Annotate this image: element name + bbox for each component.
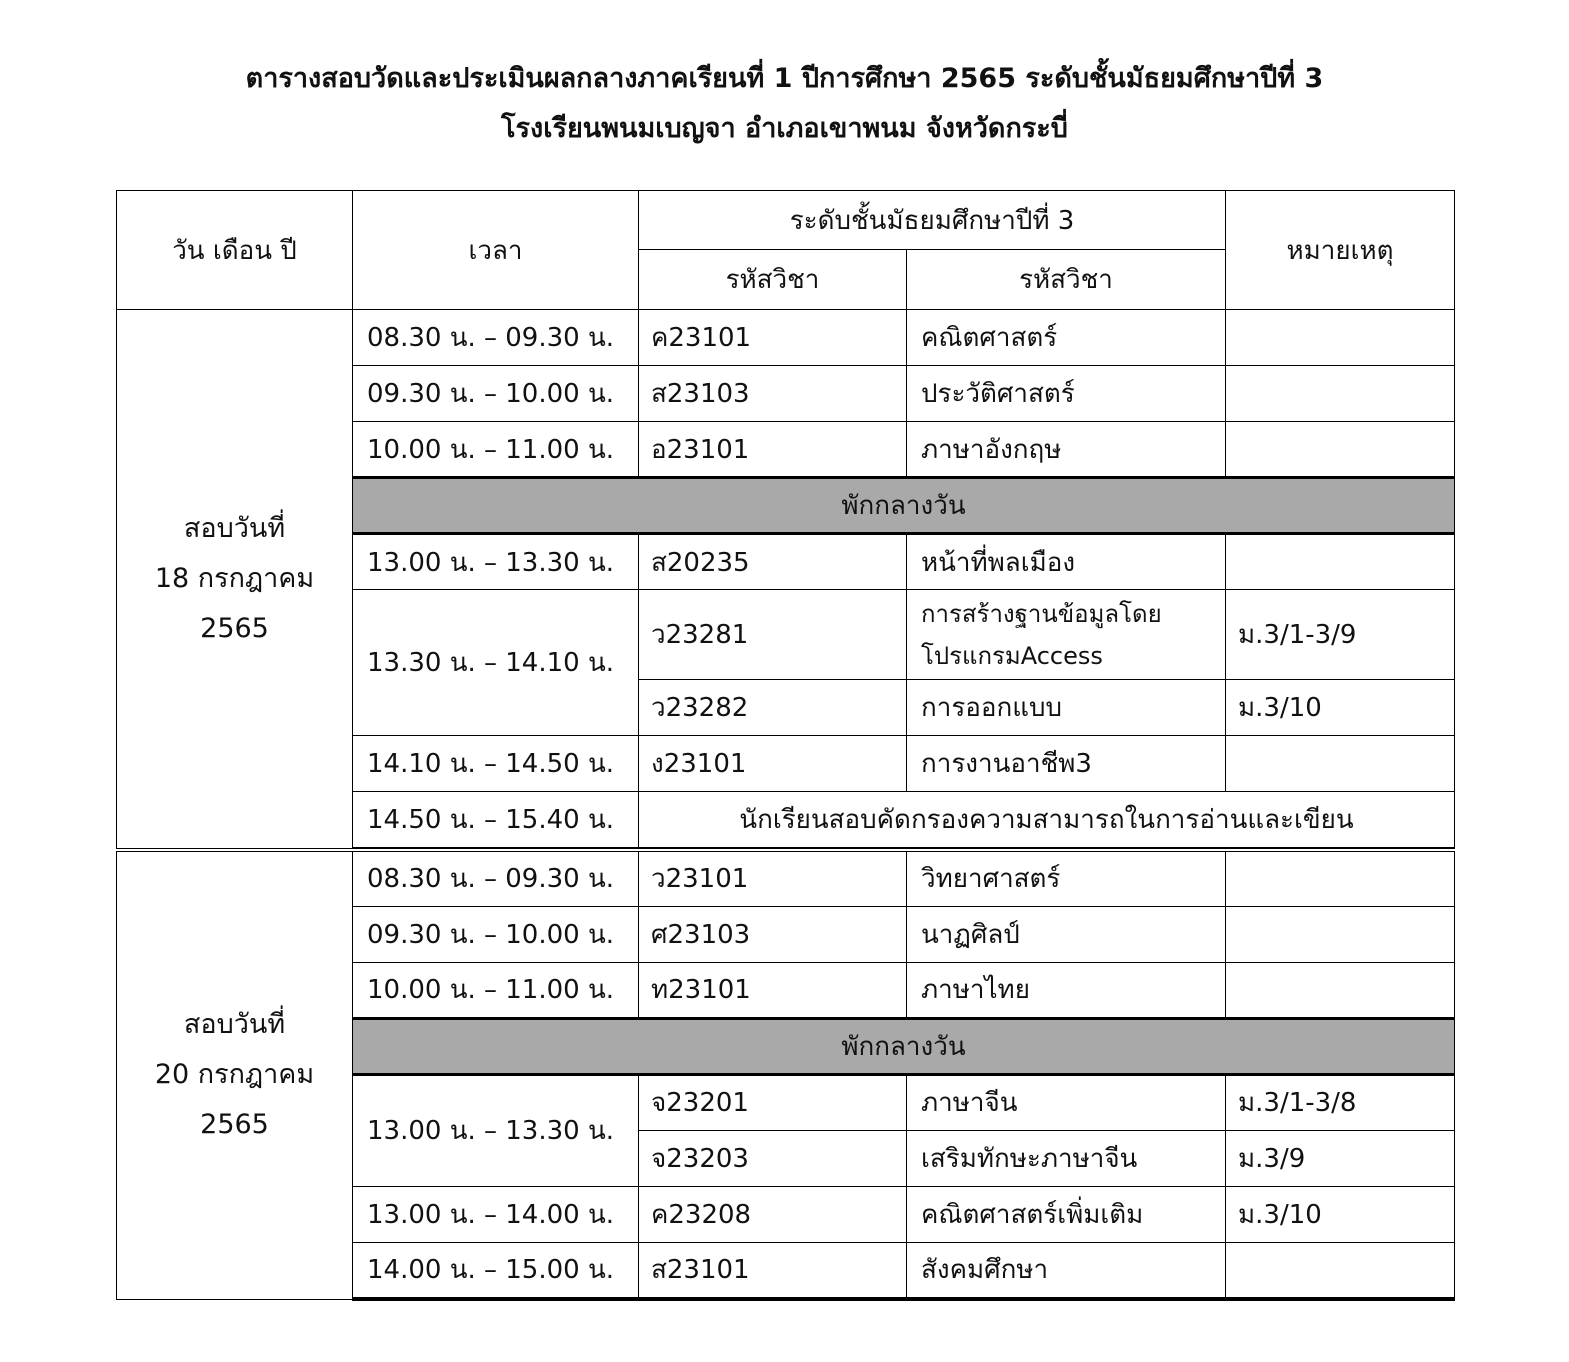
time-cell: 13.00 น. – 13.30 น. — [353, 534, 639, 590]
day1-date: 18 กรกฎาคม — [154, 563, 315, 594]
day1-label: สอบวันที่ — [183, 513, 286, 544]
subject-cell: สังคมศึกษา — [907, 1242, 1226, 1299]
day2-label: สอบวันที่ — [183, 1009, 286, 1041]
code-cell: ส23101 — [639, 1242, 907, 1299]
note-cell — [1226, 962, 1455, 1018]
code-cell: ส23103 — [639, 366, 907, 422]
code-cell: ว23101 — [639, 850, 907, 906]
note-cell — [1226, 906, 1455, 962]
time-cell: 10.00 น. – 11.00 น. — [353, 962, 639, 1018]
time-cell: 14.50 น. – 15.40 น. — [353, 792, 639, 848]
code-cell: ศ23103 — [639, 906, 907, 962]
subject-cell: เสริมทักษะภาษาจีน — [907, 1130, 1226, 1186]
code-cell: ว23282 — [639, 680, 907, 736]
exam-schedule-table — [116, 190, 1455, 1301]
lunch-break-label: พักกลางวัน — [353, 478, 1455, 534]
header-level: ระดับชั้นมัธยมศึกษาปีที่ 3 — [639, 191, 1226, 250]
code-cell: ว23281 — [639, 590, 907, 680]
note-cell — [1226, 422, 1455, 478]
time-cell: 14.10 น. – 14.50 น. — [353, 736, 639, 792]
header-code: รหัสวิชา — [639, 250, 907, 310]
code-cell: ค23101 — [639, 310, 907, 366]
header-note: หมายเหตุ — [1226, 191, 1455, 310]
code-cell: อ23101 — [639, 422, 907, 478]
subject-cell: นาฏศิลป์ — [907, 906, 1226, 962]
note-cell — [1226, 1242, 1455, 1299]
subject-cell: ประวัติศาสตร์ — [907, 366, 1226, 422]
time-cell: 14.00 น. – 15.00 น. — [353, 1242, 639, 1299]
table-row — [117, 310, 1455, 366]
time-cell: 13.30 น. – 14.10 น. — [353, 590, 639, 736]
day1-year: 2565 — [200, 613, 269, 644]
day1-date-cell — [117, 310, 353, 851]
subject-cell: การงานอาชีพ3 — [907, 736, 1226, 792]
code-cell: ค23208 — [639, 1186, 907, 1242]
subject-cell: ภาษาจีน — [907, 1074, 1226, 1130]
code-cell: จ23203 — [639, 1130, 907, 1186]
header-date: วัน เดือน ปี — [117, 191, 353, 310]
time-cell: 13.00 น. – 14.00 น. — [353, 1186, 639, 1242]
subject-cell: หน้าที่พลเมือง — [907, 534, 1226, 590]
lunch-break-label: พักกลางวัน — [353, 1018, 1455, 1074]
subject-cell: ภาษาอังกฤษ — [907, 422, 1226, 478]
note-cell: ม.3/1-3/8 — [1226, 1074, 1455, 1130]
note-cell — [1226, 534, 1455, 590]
note-cell: ม.3/9 — [1226, 1130, 1455, 1186]
note-cell: ม.3/10 — [1226, 1186, 1455, 1242]
code-cell: ท23101 — [639, 962, 907, 1018]
subject-line: การสร้างฐานข้อมูลโดย — [921, 599, 1162, 628]
screening-activity-cell: นักเรียนสอบคัดกรองความสามารถในการอ่านและเขียน — [639, 792, 1455, 848]
subject-cell: วิทยาศาสตร์ — [907, 850, 1226, 906]
subject-cell — [907, 590, 1226, 680]
note-cell: ม.3/1-3/9 — [1226, 590, 1455, 680]
time-cell: 10.00 น. – 11.00 น. — [353, 422, 639, 478]
header-subject: รหัสวิชา — [907, 250, 1226, 310]
subject-cell: ภาษาไทย — [907, 962, 1226, 1018]
day2-year: 2565 — [200, 1109, 269, 1141]
code-cell: ส20235 — [639, 534, 907, 590]
note-cell — [1226, 366, 1455, 422]
note-cell — [1226, 850, 1455, 906]
time-cell: 08.30 น. – 09.30 น. — [353, 850, 639, 906]
code-cell: จ23201 — [639, 1074, 907, 1130]
table-row — [117, 850, 1455, 906]
time-cell: 09.30 น. – 10.00 น. — [353, 366, 639, 422]
day2-date: 20 กรกฎาคม — [154, 1059, 315, 1091]
code-cell: ง23101 — [639, 736, 907, 792]
header-time: เวลา — [353, 191, 639, 310]
note-cell — [1226, 736, 1455, 792]
document-title: ตารางสอบวัดและประเมินผลกลางภาคเรียนที่ 1 ปีการศึกษา 2565 ระดับชั้นมัธยมศึกษาปีที่ 3 — [245, 63, 1324, 94]
time-cell: 08.30 น. – 09.30 น. — [353, 310, 639, 366]
subject-cell: คณิตศาสตร์ — [907, 310, 1226, 366]
subject-line: โปรแกรมAccess — [921, 641, 1103, 670]
day2-date-cell — [117, 850, 353, 1299]
school-subtitle: โรงเรียนพนมเบญจา อำเภอเขาพนม จังหวัดกระบี่ — [501, 113, 1068, 144]
subject-cell: คณิตศาสตร์เพิ่มเติม — [907, 1186, 1226, 1242]
note-cell — [1226, 310, 1455, 366]
note-cell: ม.3/10 — [1226, 680, 1455, 736]
time-cell: 09.30 น. – 10.00 น. — [353, 906, 639, 962]
time-cell: 13.00 น. – 13.30 น. — [353, 1074, 639, 1186]
subject-cell: การออกแบบ — [907, 680, 1226, 736]
